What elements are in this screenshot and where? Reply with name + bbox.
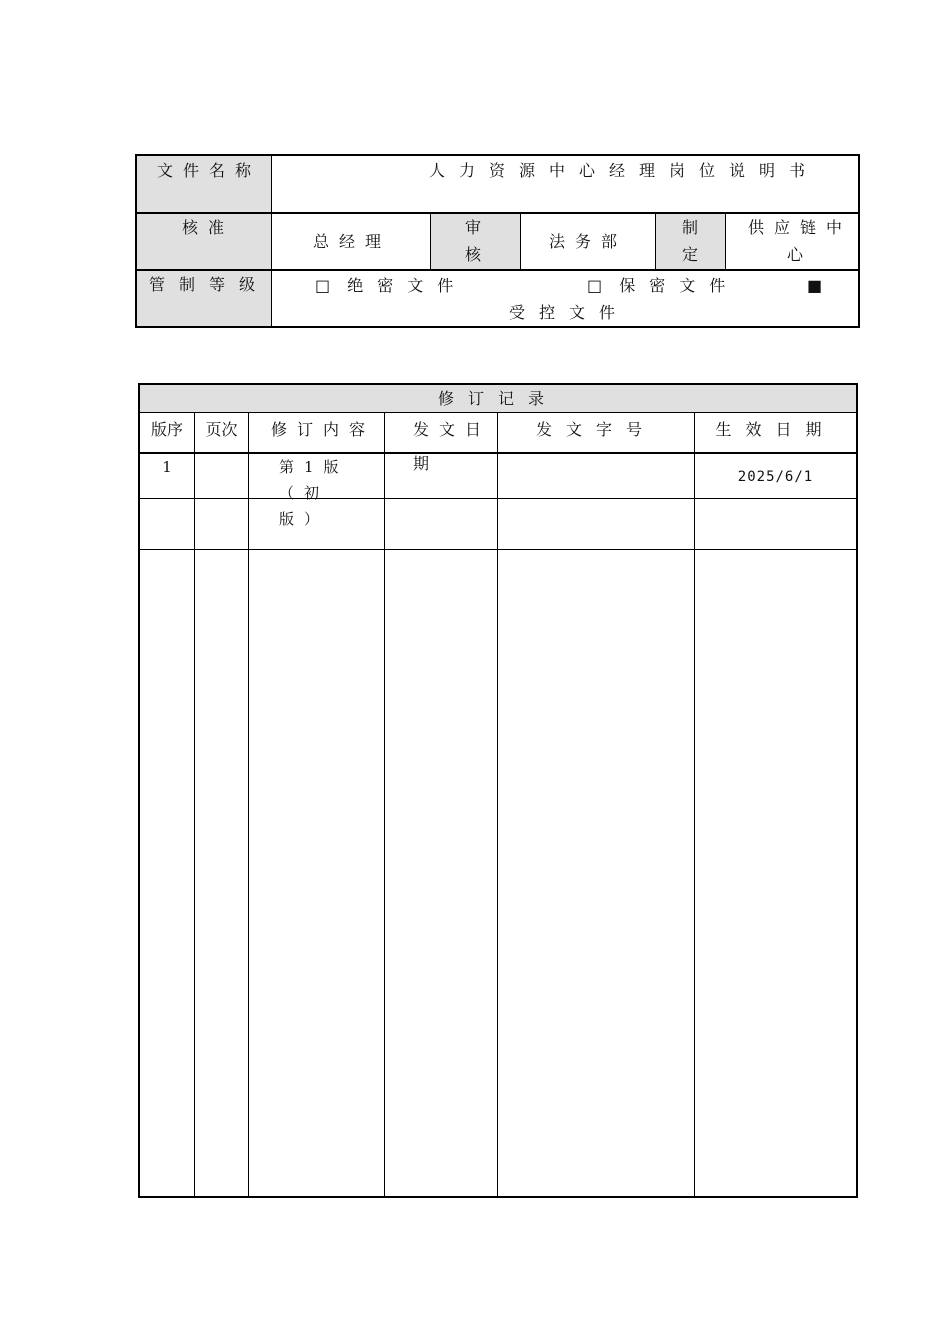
row1-doc-no — [498, 454, 694, 498]
col-header-doc-no: 发文字号 — [535, 420, 656, 439]
checked-box-icon: ■ — [807, 276, 823, 295]
document-header-table — [135, 154, 860, 328]
col-header-page: 页次 — [205, 420, 238, 439]
col-divider — [384, 413, 385, 1196]
option-secret — [587, 272, 787, 299]
col-divider — [520, 213, 521, 270]
col-header-issue-date: 发文日期 — [413, 420, 492, 473]
option-label: 保密文件 — [619, 276, 740, 295]
approve-label: 核准 — [181, 218, 234, 237]
file-name-value: 人力资源中心经理岗位说明书 — [429, 161, 820, 180]
col-header-content: 修订内容 — [271, 420, 376, 439]
option-label: 绝密文件 — [347, 276, 468, 295]
prepare-value: 供应链中心 — [747, 218, 852, 264]
col-divider — [248, 413, 249, 1196]
col-divider — [430, 213, 431, 270]
col-header-version: 版序 — [150, 420, 183, 439]
row-divider — [140, 498, 856, 499]
col-divider — [694, 413, 695, 1196]
option-controlled-label: 受控文件 — [509, 303, 630, 322]
revision-title: 修订记录 — [140, 385, 856, 413]
row1-page — [195, 454, 248, 498]
row1-issue-date — [385, 454, 497, 498]
row1-effective-date: 2025/6/1 — [737, 469, 814, 485]
col-divider — [194, 413, 195, 1196]
review-label: 审核 — [464, 218, 491, 264]
revision-record-table — [138, 383, 858, 1198]
row1-version: 1 — [162, 458, 172, 476]
file-name-label: 文件名称 — [156, 161, 261, 180]
col-divider — [271, 156, 272, 328]
row-divider — [140, 549, 856, 550]
col-divider — [497, 413, 498, 1196]
unchecked-box-icon: □ — [587, 276, 603, 295]
control-level-label: 管制等级 — [149, 275, 270, 294]
col-divider — [655, 213, 656, 270]
col-header-effective-date: 生效日期 — [715, 420, 836, 439]
col-divider — [725, 213, 726, 270]
approve-value: 总经理 — [312, 232, 391, 251]
unchecked-box-icon: □ — [315, 276, 331, 295]
option-top-secret — [315, 272, 515, 299]
review-value: 法务部 — [548, 232, 627, 251]
row1-content: 第1版（初版） — [279, 458, 349, 528]
prepare-label: 制定 — [681, 218, 698, 264]
